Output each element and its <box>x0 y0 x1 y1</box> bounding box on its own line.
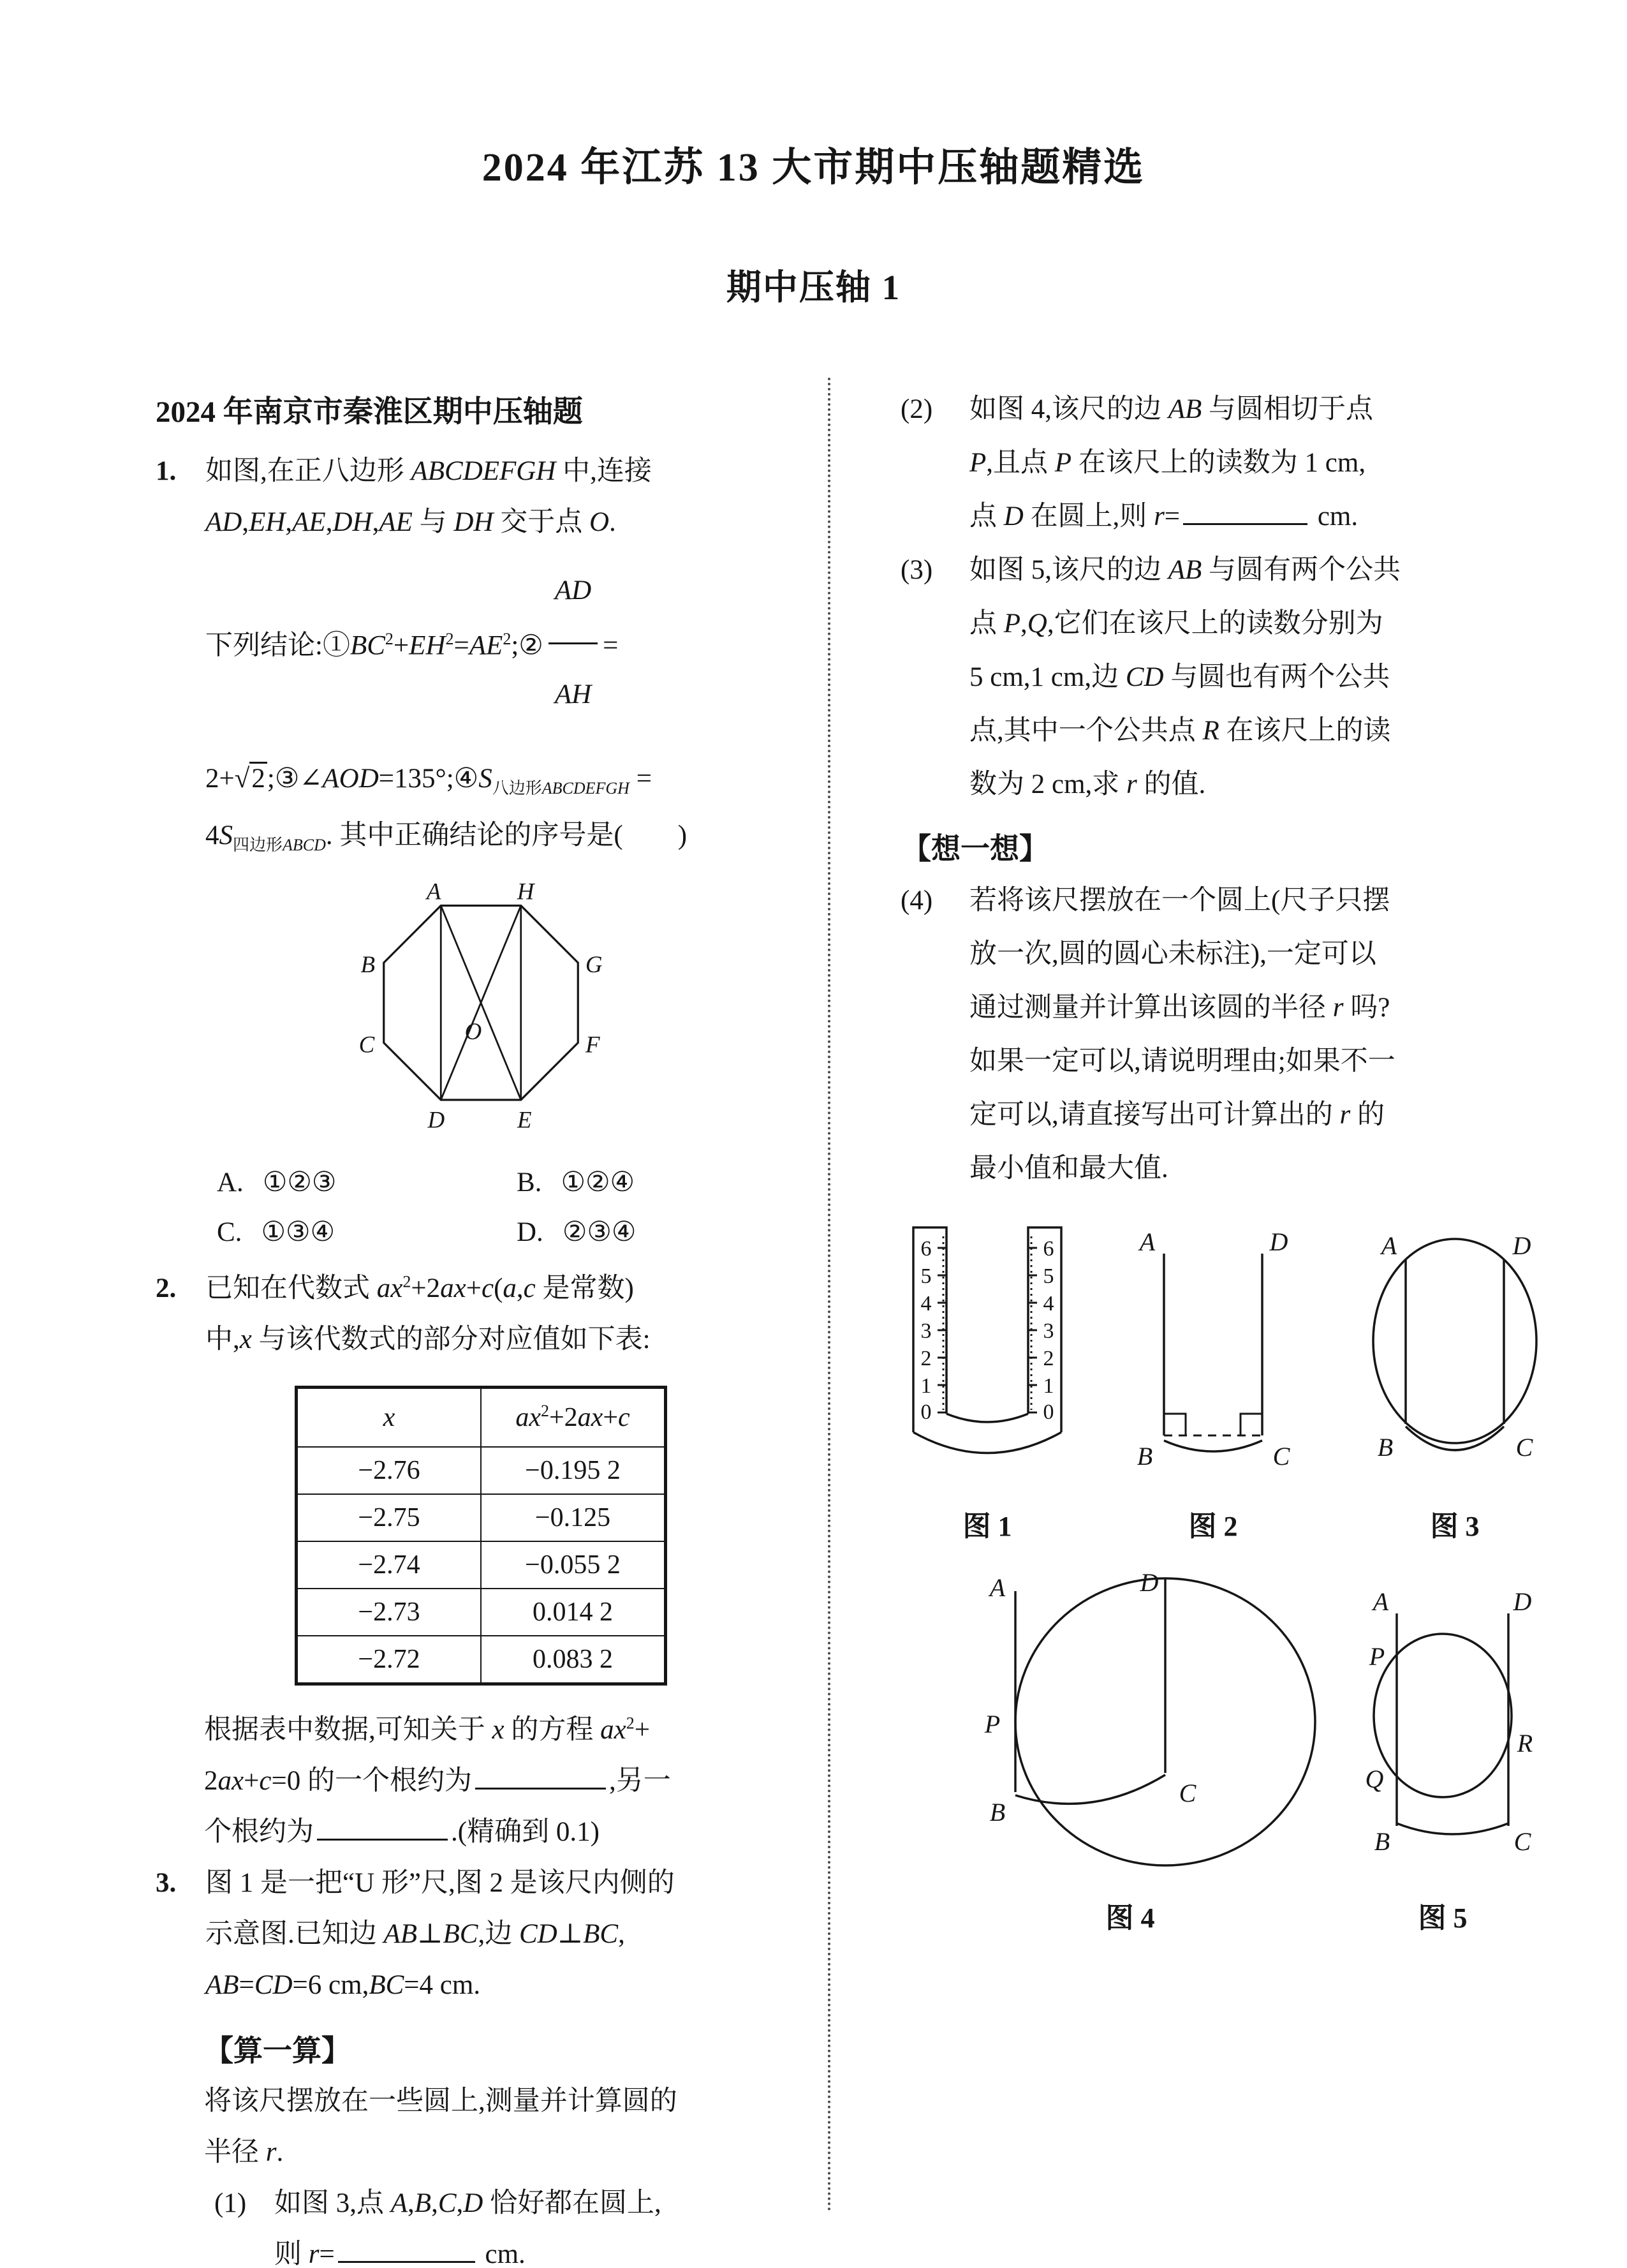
table-cell: −2.76 <box>297 1447 482 1494</box>
choice-c-value: ①③④ <box>261 1217 335 1247</box>
fig4-label-C: C <box>1179 1779 1196 1807</box>
fig5-label-R: R <box>1517 1729 1533 1758</box>
oct-label-D: D <box>427 1106 445 1133</box>
svg-text:2: 2 <box>1043 1347 1054 1370</box>
part-3 <box>901 544 1557 812</box>
figure-2 <box>1133 1219 1293 1544</box>
figure-4 <box>939 1572 1321 1936</box>
part-4 <box>901 874 1557 1196</box>
table-header-x: x <box>297 1388 482 1448</box>
p1-line-3: 下列结论$:①BC^2+EH^2=AE^2;②$ $\frac{AD}{AH}$ = <box>205 548 815 748</box>
part-3-number: (3) <box>901 555 933 585</box>
ruler-major-ticks <box>938 1248 1037 1412</box>
table-row <box>297 1636 666 1684</box>
table-cell: −0.055 2 <box>481 1541 666 1589</box>
choice-c <box>217 1216 517 1248</box>
part2-line-3: 点 D 在圆上,则 r= cm. <box>969 501 1358 531</box>
p2b-line-2: 2ax+c=0 的一个根约为 ,另一 <box>204 1766 671 1796</box>
part-1 <box>147 2178 815 2268</box>
choice-b <box>517 1166 815 1198</box>
oct-label-O: O <box>464 1018 482 1044</box>
table-cell: −2.74 <box>297 1541 482 1589</box>
part4-line-4: 如果一定可以,请说明理由;如果不一 <box>969 1046 1395 1076</box>
p3-line-3: AB=CD=6 cm,BC=4 cm. <box>205 1970 481 2000</box>
problem-3-number: 3. <box>156 1868 177 1898</box>
answer-choices <box>217 1166 815 1248</box>
ruler-inner-svg <box>1133 1219 1293 1486</box>
part4-line-1: 若将该尺摆放在一个圆上(尺子只摆 <box>969 886 1390 915</box>
fig5-label-Q: Q <box>1365 1765 1384 1793</box>
problem-3 <box>147 1858 815 2011</box>
p2b-line-3: 个根约为 .(精确到 0.1) <box>204 1817 600 1847</box>
svg-text:1: 1 <box>1043 1374 1054 1398</box>
problem-1 <box>147 446 815 861</box>
column-divider <box>828 378 830 2212</box>
fig5-label-P: P <box>1369 1642 1385 1671</box>
octagon-figure <box>328 879 634 1138</box>
choice-d-value: ②③④ <box>562 1217 637 1247</box>
calc-intro <box>147 2076 815 2178</box>
fig3-label-A: A <box>1381 1231 1397 1260</box>
fig5-label-B: B <box>1374 1827 1390 1856</box>
figures-row-2 <box>901 1572 1557 1936</box>
problem-1-number: 1. <box>156 456 177 486</box>
oct-label-H: H <box>517 879 534 905</box>
oct-label-C: C <box>358 1031 375 1058</box>
table-header-row <box>297 1388 666 1448</box>
part3-line-2: 点 P,Q,它们在该尺上的读数分别为 <box>969 609 1383 639</box>
svg-text:3: 3 <box>920 1319 932 1343</box>
svg-text:4: 4 <box>1043 1292 1054 1316</box>
fig5-label-A: A <box>1373 1587 1389 1616</box>
choice-b-value: ①②④ <box>561 1167 635 1197</box>
figure-5 <box>1337 1572 1548 1936</box>
calc-heading: 【算一算】 <box>204 2035 351 2067</box>
p3-line-2: 示意图.已知边 AB⊥BC,边 CD⊥BC, <box>205 1919 625 1949</box>
part4-line-6: 最小值和最大值. <box>969 1153 1168 1183</box>
fig4-label-D: D <box>1140 1572 1159 1597</box>
tangent-circle-svg <box>939 1572 1321 1878</box>
base-curve <box>1397 1823 1508 1834</box>
figure-1 <box>904 1219 1070 1544</box>
svg-text:3: 3 <box>1043 1319 1054 1343</box>
right-angle-C <box>1240 1414 1262 1435</box>
part-2 <box>901 383 1557 544</box>
p2b-line-1: 根据表中数据,可知关于 x 的方程 $ax^2+$ <box>204 1714 650 1745</box>
ruler-base-outer <box>913 1432 1061 1453</box>
ruler-right-numbers <box>1043 1237 1054 1424</box>
fig4-label-P: P <box>984 1710 1001 1738</box>
fig3-label-C: C <box>1515 1433 1533 1462</box>
oct-label-E: E <box>517 1106 532 1133</box>
section-heading: 2024 年南京市秦淮区期中压轴题 <box>156 396 583 429</box>
figure-1-caption: 图 1 <box>962 1511 1012 1542</box>
calc-line-1: 将该尺摆放在一些圆上,测量并计算圆的 <box>204 2086 677 2116</box>
calc-line-2: 半径 r. <box>204 2137 284 2167</box>
part1-line-2: 则 r= cm. <box>274 2239 526 2268</box>
fig4-label-A: A <box>989 1573 1006 1602</box>
svg-text:6: 6 <box>1043 1237 1054 1261</box>
p1-line-1: 如图,在正八边形 ABCDEFGH 中,连接 <box>205 456 652 486</box>
part2-line-1: 如图 4,该尺的边 AB 与圆相切于点 <box>969 394 1374 424</box>
choice-a-value: ①②③ <box>262 1167 337 1197</box>
figure-3 <box>1356 1219 1554 1544</box>
p2-line-2: 中,x 与该代数式的部分对应值如下表: <box>205 1324 651 1354</box>
part-2-number: (2) <box>901 394 933 424</box>
problem-2-continued <box>147 1705 815 1858</box>
choice-c-key: C. <box>217 1217 242 1247</box>
table-row <box>297 1589 666 1636</box>
p1-line-5: $4S_{四边形ABCD}$. 其中正确结论的序号是( ) <box>205 820 688 854</box>
part3-line-5: 数为 2 cm,求 r 的值. <box>969 769 1206 799</box>
think-heading: 【想一想】 <box>902 833 1049 865</box>
part-4-number: (4) <box>901 886 933 915</box>
figure-3-caption: 图 3 <box>1430 1511 1480 1542</box>
choice-a <box>217 1166 517 1198</box>
part1-line-1: 如图 3,点 A,B,C,D 恰好都在圆上, <box>274 2188 661 2218</box>
table-cell: −2.72 <box>297 1636 482 1684</box>
problem-2 <box>147 1263 815 1365</box>
fig4-label-B: B <box>989 1798 1006 1827</box>
choice-b-key: B. <box>517 1167 542 1197</box>
figures-row-1 <box>901 1219 1557 1544</box>
table-cell: −0.125 <box>481 1494 666 1541</box>
circle-through-svg <box>1356 1219 1554 1486</box>
part3-line-4: 点,其中一个公共点 R 在该尺上的读 <box>969 716 1391 746</box>
oct-label-G: G <box>585 951 603 977</box>
table-cell: −0.195 2 <box>481 1447 666 1494</box>
table-row <box>297 1541 666 1589</box>
figure-2-caption: 图 2 <box>1188 1511 1238 1542</box>
part3-line-1: 如图 5,该尺的边 AB 与圆有两个公共 <box>969 555 1401 585</box>
p1-line-4: $2+√2;③\angle AOD=135^\circ;④S_{八边形ABCDEFGH}$ = <box>205 748 815 810</box>
table-row <box>297 1494 666 1541</box>
choice-a-key: A. <box>217 1167 244 1197</box>
part4-line-5: 定可以,请直接写出可计算出的 r 的 <box>969 1100 1385 1130</box>
oct-label-B: B <box>360 951 376 977</box>
table-cell: 0.083 2 <box>481 1636 666 1684</box>
table-header-expr: $ax^2+2ax+c$ <box>481 1388 666 1448</box>
fig5-label-D: D <box>1513 1587 1532 1616</box>
part4-line-3: 通过测量并计算出该圆的半径 r 吗? <box>969 993 1390 1023</box>
fig2-label-A: A <box>1139 1227 1156 1256</box>
svg-text:2: 2 <box>920 1347 932 1370</box>
oct-label-A: A <box>426 879 441 905</box>
figure-4-caption: 图 4 <box>1105 1902 1155 1934</box>
svg-text:5: 5 <box>920 1264 932 1288</box>
svg-text:0: 0 <box>920 1400 932 1424</box>
fig5-label-C: C <box>1513 1827 1531 1856</box>
fig3-label-D: D <box>1512 1231 1531 1260</box>
fig2-label-C: C <box>1272 1442 1290 1471</box>
fig2-label-D: D <box>1269 1227 1288 1256</box>
problem-2-number: 2. <box>156 1273 177 1303</box>
part4-line-2: 放一次,圆的圆心未标注),一定可以 <box>969 939 1376 969</box>
table-cell: −2.75 <box>297 1494 482 1541</box>
p2-line-1: 已知在代数式 $ax^2+2ax+c(a,c$ 是常数) <box>205 1272 634 1303</box>
part2-line-2: P,且点 P 在该尺上的读数为 1 cm, <box>969 448 1366 478</box>
circle <box>1373 1239 1536 1443</box>
page-subtitle: 期中压轴 1 <box>726 268 901 307</box>
table-cell: −2.73 <box>297 1589 482 1636</box>
circle <box>1374 1634 1512 1797</box>
svg-text:5: 5 <box>1043 1264 1054 1288</box>
octagon-svg <box>328 879 634 1138</box>
part3-line-3: 5 cm,1 cm,边 CD 与圆也有两个公共 <box>969 662 1390 692</box>
p1-line-2: AD,EH,AE,DH,AE 与 DH 交于点 O. <box>205 507 616 537</box>
ruler-left-numbers <box>921 1237 932 1424</box>
p3-line-1: 图 1 是一把“U 形”尺,图 2 是该尺内侧的 <box>205 1868 675 1898</box>
part-1-number: (1) <box>214 2188 247 2218</box>
oct-label-F: F <box>585 1031 600 1058</box>
secant-circle-svg <box>1337 1572 1548 1878</box>
figure-5-caption: 图 5 <box>1418 1902 1468 1934</box>
choice-d-key: D. <box>517 1217 543 1247</box>
choice-d <box>517 1216 815 1248</box>
svg-text:0: 0 <box>1043 1400 1054 1424</box>
right-column <box>901 383 1557 1936</box>
ruler-base-inner <box>946 1414 1028 1422</box>
values-table <box>295 1386 667 1686</box>
svg-text:1: 1 <box>920 1374 932 1398</box>
table-cell: 0.014 2 <box>481 1589 666 1636</box>
fig2-label-B: B <box>1137 1442 1153 1471</box>
right-angle-B <box>1164 1414 1186 1435</box>
svg-text:6: 6 <box>920 1237 932 1261</box>
left-column <box>147 388 815 2268</box>
u-ruler-svg <box>904 1219 1070 1486</box>
svg-text:4: 4 <box>920 1292 932 1316</box>
base-curve <box>1406 1427 1504 1450</box>
table-row <box>297 1447 666 1494</box>
fig3-label-B: B <box>1377 1433 1394 1462</box>
page-title: 2024 年江苏 13 大市期中压轴题精选 <box>482 146 1145 189</box>
base-curve <box>1164 1441 1262 1451</box>
